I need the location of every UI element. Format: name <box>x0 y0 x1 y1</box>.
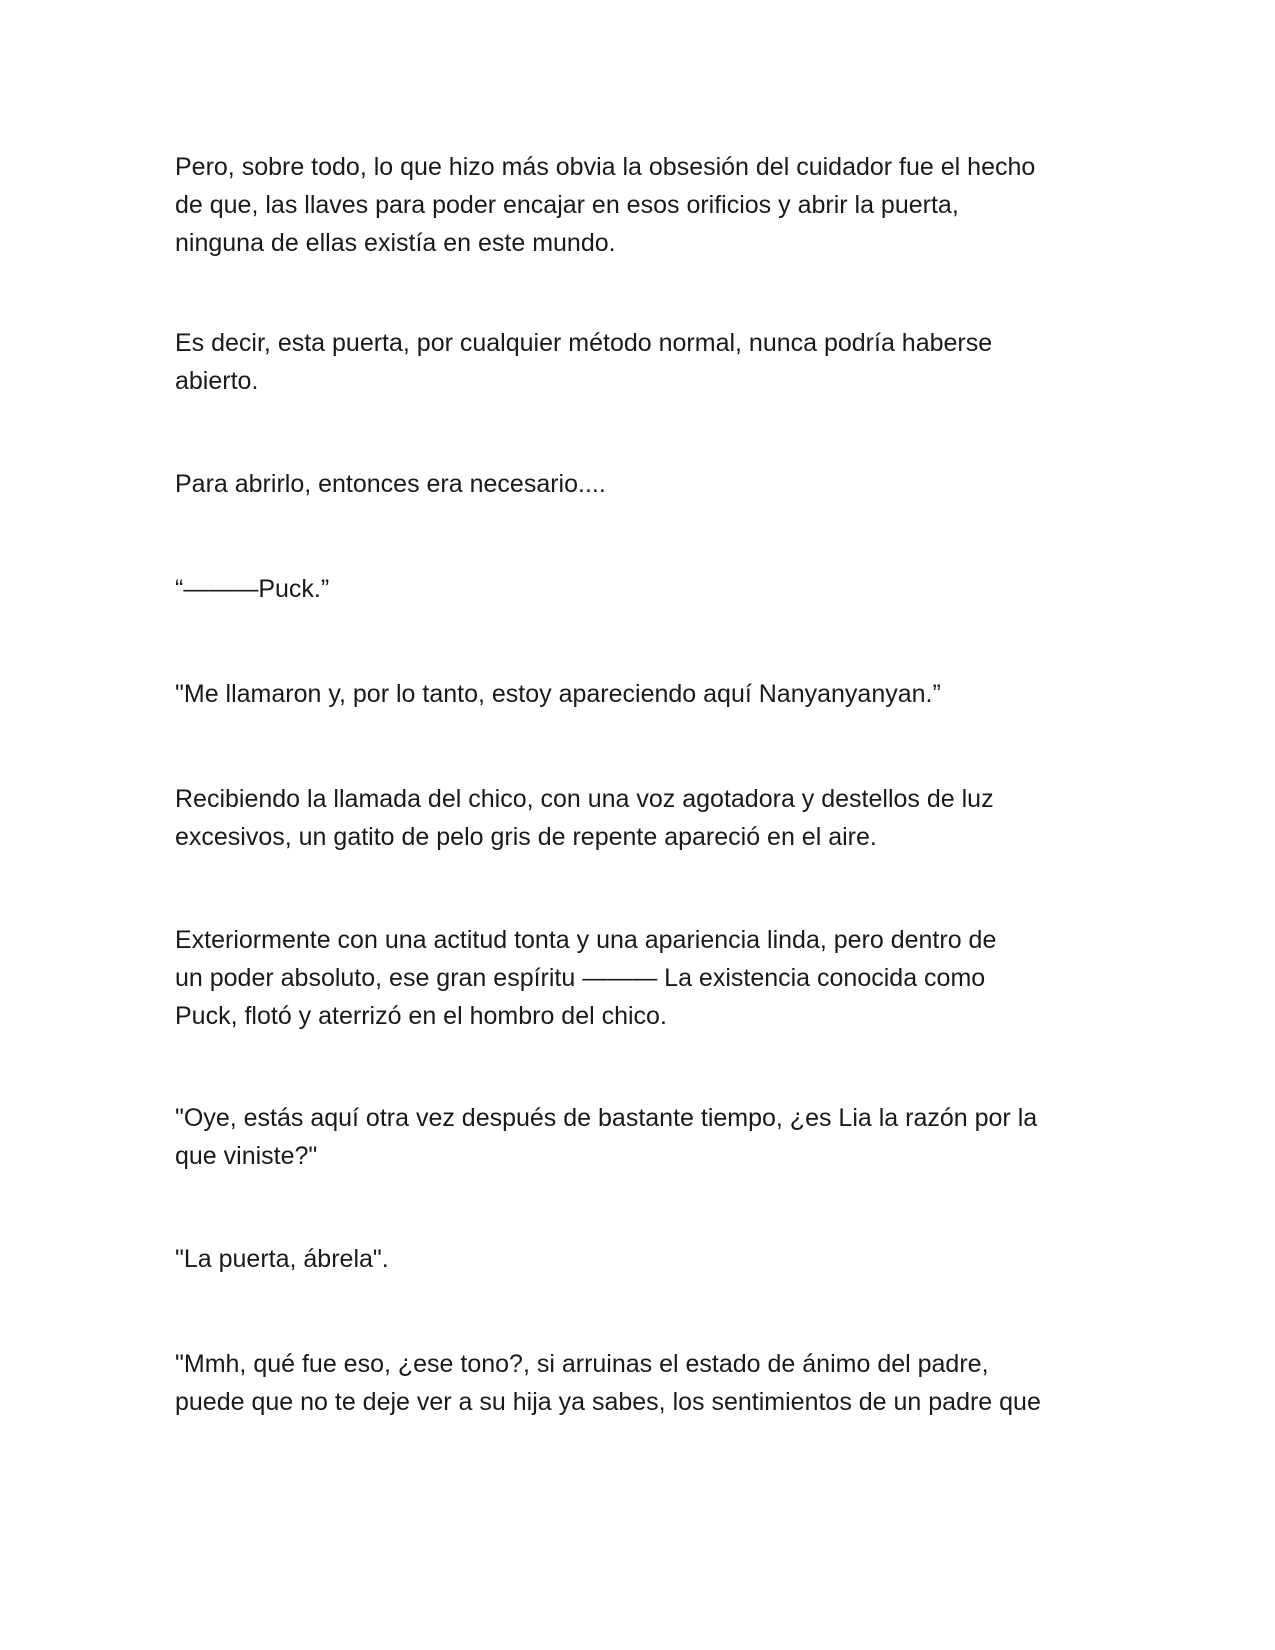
paragraph <box>175 1345 1105 1421</box>
paragraph <box>175 675 1105 713</box>
text-line: Exteriormente con una actitud tonta y una apariencia linda, pero dentro de <box>175 926 997 954</box>
paragraph <box>175 148 1105 262</box>
text-line: "Me llamaron y, por lo tanto, estoy apareciendo aquí Nanyanyanyan.” <box>175 680 941 708</box>
text-line: excesivos, un gatito de pelo gris de repente apareció en el aire. <box>175 823 877 851</box>
text-line: "Oye, estás aquí otra vez después de bastante tiempo, ¿es Lia la razón por la <box>175 1104 1038 1132</box>
text-line: “———Puck.” <box>175 575 330 603</box>
text-line: Para abrirlo, entonces era necesario.... <box>175 470 606 498</box>
text-line: un poder absoluto, ese gran espíritu ——— La existencia conocida como <box>175 964 986 992</box>
text-line: ninguna de ellas existía en este mundo. <box>175 229 616 257</box>
text-line: Pero, sobre todo, lo que hizo más obvia la obsesión del cuidador fue el hecho <box>175 153 1036 181</box>
paragraph <box>175 1099 1105 1175</box>
paragraph <box>175 570 1105 608</box>
text-line: "Mmh, qué fue eso, ¿ese tono?, si arruinas el estado de ánimo del padre, <box>175 1350 989 1378</box>
paragraph <box>175 1240 1105 1278</box>
paragraph <box>175 780 1105 856</box>
paragraph <box>175 324 1105 400</box>
text-line: de que, las llaves para poder encajar en esos orificios y abrir la puerta, <box>175 191 959 219</box>
text-line: Es decir, esta puerta, por cualquier método normal, nunca podría haberse <box>175 329 993 357</box>
text-line: "La puerta, ábrela". <box>175 1245 389 1273</box>
text-line: Puck, flotó y aterrizó en el hombro del chico. <box>175 1002 667 1030</box>
paragraph <box>175 465 1105 503</box>
text-line: puede que no te deje ver a su hija ya sabes, los sentimientos de un padre que <box>175 1388 1041 1416</box>
text-line: abierto. <box>175 367 259 395</box>
paragraph <box>175 921 1105 1035</box>
text-line: Recibiendo la llamada del chico, con una voz agotadora y destellos de luz <box>175 785 994 813</box>
text-line: que viniste?" <box>175 1142 318 1170</box>
